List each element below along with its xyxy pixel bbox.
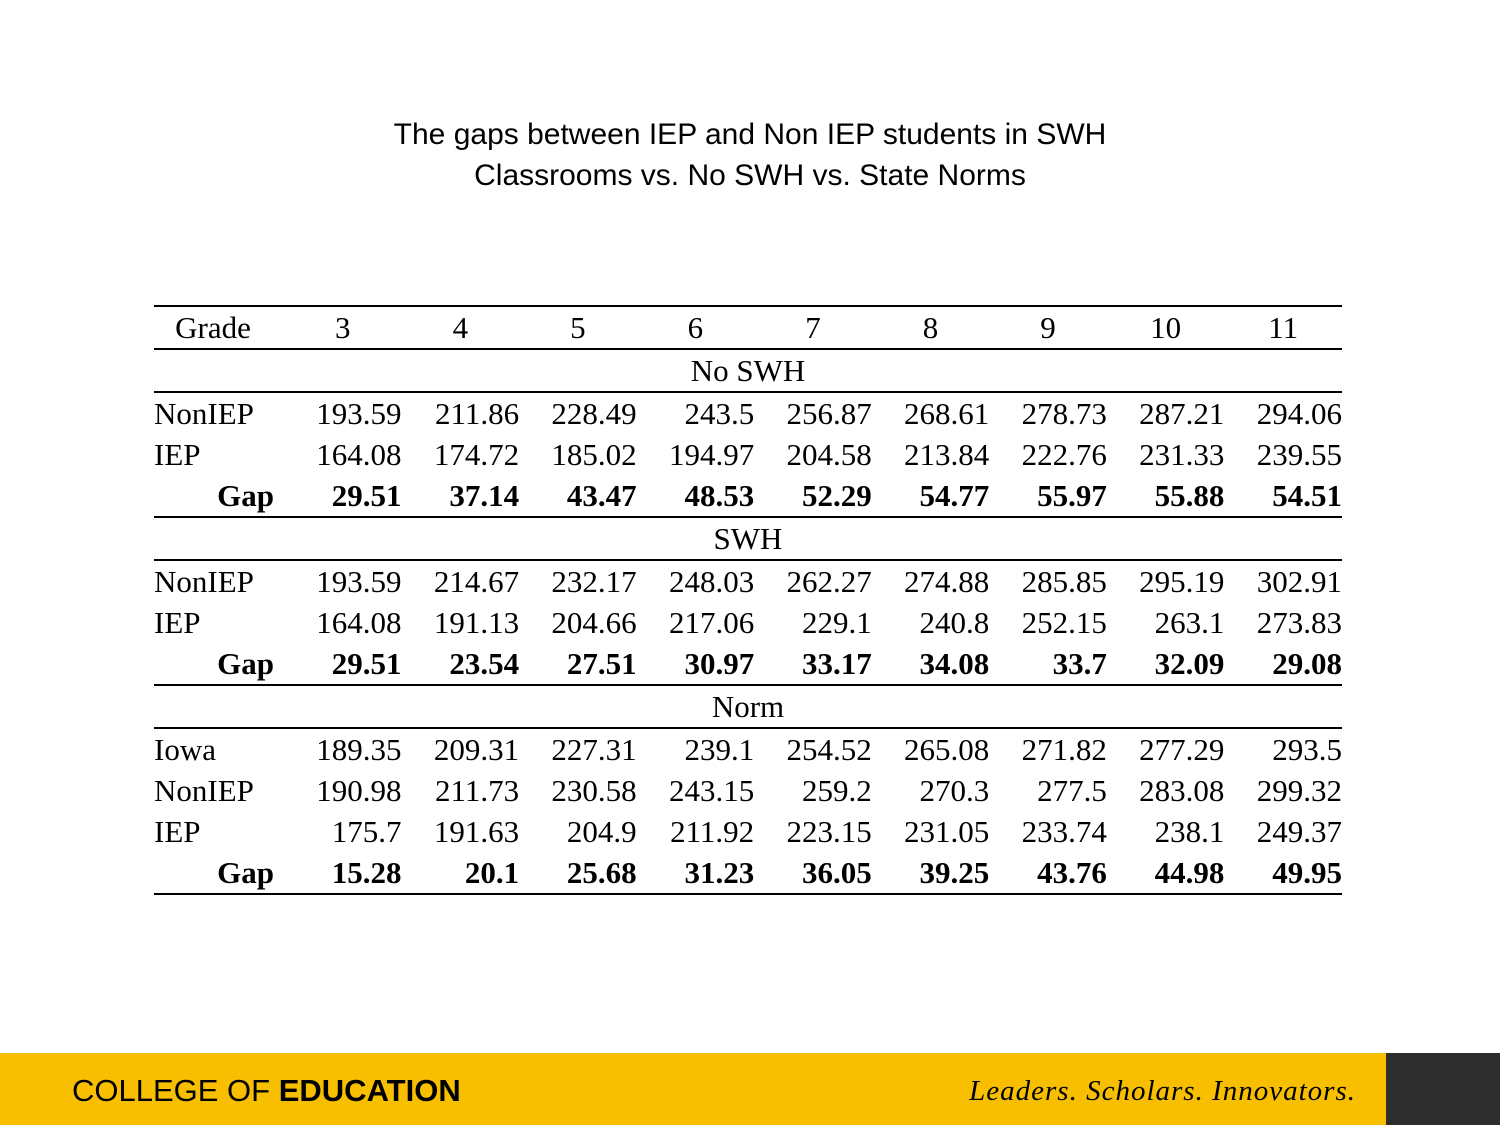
section-header-row [154, 685, 1342, 728]
header-cell: 10 [1107, 306, 1225, 349]
table-row [154, 770, 1342, 811]
header-cell: 9 [989, 306, 1107, 349]
table-cell: 230.58 [551, 772, 637, 808]
table-cell: 277.5 [1037, 772, 1107, 808]
table-cell: 277.29 [1139, 731, 1225, 767]
section-title: No SWH [154, 349, 1342, 392]
section-title: Norm [154, 685, 1342, 728]
table-cell: 191.13 [433, 604, 520, 640]
table-cell: 285.85 [1021, 563, 1107, 599]
table-cell: 15.28 [284, 852, 402, 894]
table-cell: 252.15 [1021, 604, 1107, 640]
header-cell: 8 [872, 306, 990, 349]
table-cell: 32.09 [1107, 643, 1225, 685]
row-label: Gap [154, 643, 284, 685]
table-cell: 239.1 [684, 731, 755, 767]
table-body [154, 349, 1342, 894]
table-cell: 232.17 [551, 563, 637, 599]
table-cell: 190.98 [316, 772, 402, 808]
table-cell: 223.15 [786, 813, 872, 849]
table-cell: 48.53 [637, 475, 755, 517]
header-cell: 6 [637, 306, 755, 349]
header-cell: 4 [402, 306, 520, 349]
table-cell: 44.98 [1107, 852, 1225, 894]
table-cell: 193.59 [316, 563, 402, 599]
table-row [154, 392, 1342, 434]
table-cell: 287.21 [1139, 395, 1225, 431]
table-cell: 164.08 [316, 604, 402, 640]
table-cell: 55.97 [989, 475, 1107, 517]
table-cell: 293.5 [1272, 731, 1342, 767]
header-cell: 11 [1224, 306, 1342, 349]
section-title: SWH [154, 517, 1342, 560]
table-row [154, 728, 1342, 770]
table-cell: 243.15 [668, 772, 755, 808]
table-cell: 174.72 [433, 436, 520, 472]
table-cell: 33.17 [754, 643, 872, 685]
table-cell: 20.1 [402, 852, 520, 894]
table-cell: 265.08 [904, 731, 990, 767]
table-cell: 54.51 [1224, 475, 1342, 517]
table-cell: 27.51 [519, 643, 637, 685]
row-label: IEP [154, 813, 201, 849]
table-row [154, 811, 1342, 852]
table-cell: 283.08 [1139, 772, 1225, 808]
table-cell: 191.63 [433, 813, 520, 849]
table-cell: 268.61 [904, 395, 990, 431]
college-name: EDUCATION [278, 1073, 461, 1108]
row-label: NonIEP [154, 395, 254, 431]
table-cell: 204.58 [786, 436, 872, 472]
table-cell: 217.06 [668, 604, 755, 640]
header-cell: 7 [754, 306, 872, 349]
table-header-row [154, 306, 1342, 349]
table-cell: 274.88 [904, 563, 990, 599]
table-row [154, 560, 1342, 602]
table-cell: 222.76 [1021, 436, 1107, 472]
table-cell: 37.14 [402, 475, 520, 517]
slide-title [0, 114, 1500, 196]
row-label: Gap [154, 475, 284, 517]
table-row [154, 602, 1342, 643]
row-label: Iowa [154, 731, 216, 767]
slide-title-line-1: The gaps between IEP and Non IEP students in SWH [393, 118, 1107, 151]
table-cell: 273.83 [1256, 604, 1342, 640]
table-cell: 239.55 [1256, 436, 1342, 472]
gap-comparison-table [154, 305, 1342, 895]
table-cell: 194.97 [668, 436, 755, 472]
row-label: NonIEP [154, 563, 254, 599]
table-cell: 211.92 [670, 813, 755, 849]
table-cell: 227.31 [551, 731, 637, 767]
table-cell: 164.08 [316, 436, 402, 472]
table-cell: 34.08 [872, 643, 990, 685]
table-cell: 52.29 [754, 475, 872, 517]
table-cell: 23.54 [402, 643, 520, 685]
table-cell: 39.25 [872, 852, 990, 894]
table-cell: 278.73 [1021, 395, 1107, 431]
table-cell: 33.7 [989, 643, 1107, 685]
table-cell: 233.74 [1021, 813, 1107, 849]
table-row [154, 643, 1342, 685]
table-cell: 54.77 [872, 475, 990, 517]
table-cell: 29.51 [284, 475, 402, 517]
table-cell: 36.05 [754, 852, 872, 894]
table-cell: 270.3 [919, 772, 990, 808]
table-cell: 256.87 [786, 395, 872, 431]
table-cell: 189.35 [316, 731, 402, 767]
header-cell: 3 [284, 306, 402, 349]
table-cell: 262.27 [786, 563, 872, 599]
table-cell: 25.68 [519, 852, 637, 894]
table-cell: 302.91 [1256, 563, 1342, 599]
table-cell: 294.06 [1256, 395, 1342, 431]
table-cell: 249.37 [1256, 813, 1342, 849]
table-row [154, 475, 1342, 517]
table-cell: 193.59 [316, 395, 402, 431]
table-cell: 204.66 [551, 604, 637, 640]
table-cell: 231.05 [904, 813, 990, 849]
table-cell: 240.8 [919, 604, 990, 640]
table-cell: 238.1 [1154, 813, 1225, 849]
table-cell: 259.2 [801, 772, 872, 808]
footer-dark-block [1386, 1053, 1500, 1125]
table-cell: 299.32 [1256, 772, 1342, 808]
table-row [154, 852, 1342, 894]
table-cell: 263.1 [1154, 604, 1225, 640]
table-cell: 43.76 [989, 852, 1107, 894]
slide-title-line-2: Classrooms vs. No SWH vs. State Norms [474, 159, 1026, 192]
table-cell: 243.5 [684, 395, 755, 431]
table-cell: 254.52 [786, 731, 872, 767]
college-prefix: COLLEGE OF [72, 1073, 279, 1108]
row-label: IEP [154, 604, 201, 640]
table-cell: 211.86 [434, 395, 520, 431]
table-cell: 49.95 [1224, 852, 1342, 894]
table-cell: 29.08 [1224, 643, 1342, 685]
row-label: IEP [154, 436, 201, 472]
motto-text: Leaders. Scholars. Innovators. [969, 1075, 1356, 1107]
table-cell: 30.97 [637, 643, 755, 685]
row-label: Gap [154, 852, 284, 894]
table-cell: 271.82 [1021, 731, 1107, 767]
table-cell: 231.33 [1139, 436, 1225, 472]
table-cell: 214.67 [433, 563, 520, 599]
table-cell: 229.1 [801, 604, 872, 640]
header-cell: Grade [154, 306, 284, 349]
table-cell: 55.88 [1107, 475, 1225, 517]
table-cell: 228.49 [551, 395, 637, 431]
table-row [154, 434, 1342, 475]
row-label: NonIEP [154, 772, 254, 808]
table-cell: 31.23 [637, 852, 755, 894]
table-cell: 213.84 [904, 436, 990, 472]
college-logo-text [72, 1071, 461, 1111]
section-header-row [154, 517, 1342, 560]
table-cell: 248.03 [668, 563, 755, 599]
table-cell: 295.19 [1139, 563, 1225, 599]
table-cell: 209.31 [433, 731, 520, 767]
table-cell: 175.7 [331, 813, 402, 849]
table-cell: 185.02 [551, 436, 637, 472]
table-cell: 211.73 [434, 772, 520, 808]
table-cell: 43.47 [519, 475, 637, 517]
header-cell: 5 [519, 306, 637, 349]
table-cell: 29.51 [284, 643, 402, 685]
section-header-row [154, 349, 1342, 392]
table-cell: 204.9 [566, 813, 637, 849]
